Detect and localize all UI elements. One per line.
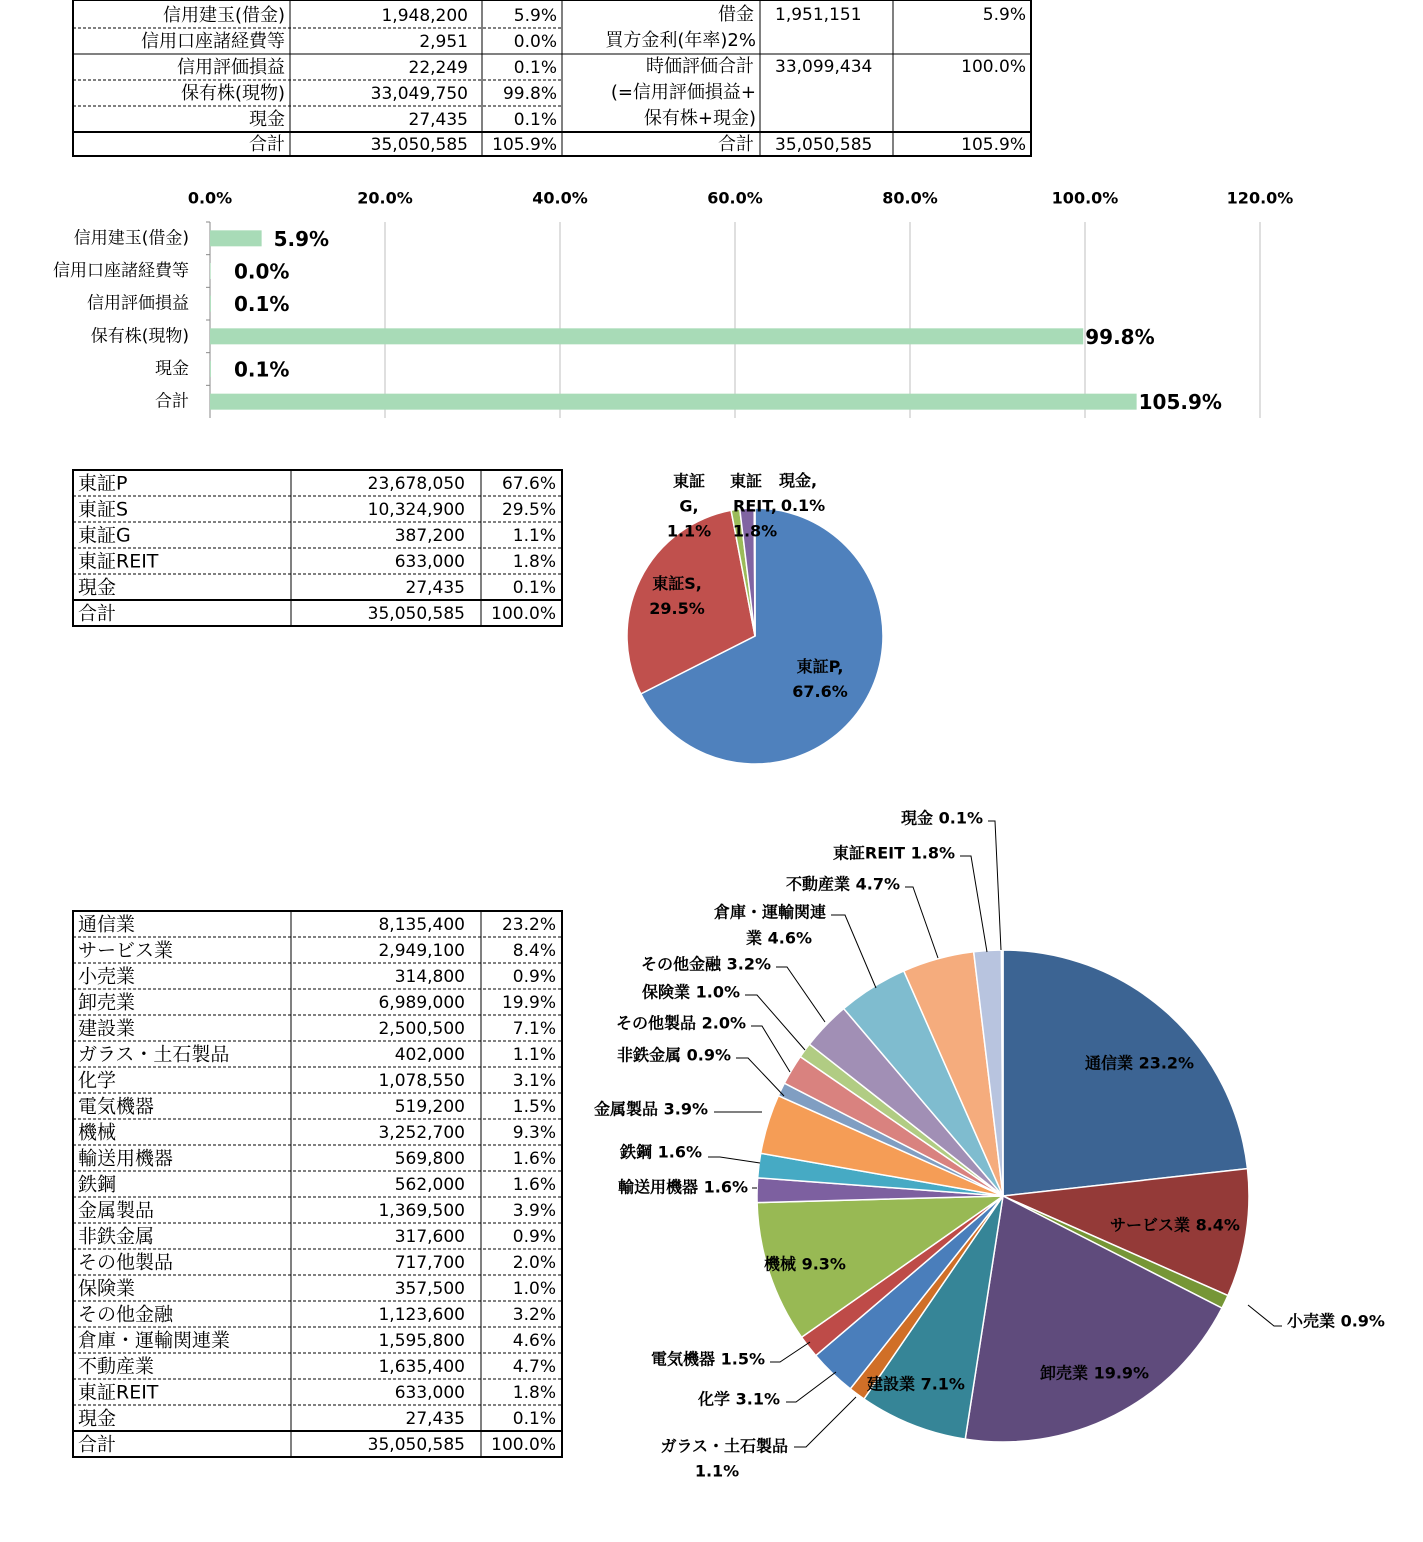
pie-data-label: その他金融 3.2% [641, 954, 771, 974]
market-table [73, 470, 562, 626]
table-row-value: 2,949,100 [378, 941, 465, 961]
x-tick-label: 100.0% [1051, 188, 1119, 208]
table-row-label: 化学 [78, 1069, 117, 1092]
pie-data-label: 東証P, [796, 657, 844, 676]
debt-value: 1,951,151 [775, 5, 862, 25]
pie-data-label: 1.1% [666, 521, 712, 541]
table-row-pct: 19.9% [501, 993, 556, 1013]
summary-row-value: 27,435 [408, 110, 468, 130]
pie-data-label: 卸売業 19.9% [1040, 1363, 1150, 1383]
table-row-value: 317,600 [394, 1227, 465, 1247]
market-total-label: 時価評価合計 [646, 56, 754, 77]
table-row-pct: 3.2% [512, 1305, 556, 1325]
pie-data-label: 1.1% [694, 1461, 740, 1481]
grand-total-pct: 105.9% [961, 135, 1026, 155]
summary-row-label: 信用口座諸経費等 [141, 31, 285, 52]
summary-row-pct: 0.0% [513, 32, 557, 52]
pie-data-label: 保険業 1.0% [642, 982, 740, 1002]
table-row-label: 輸送用機器 [78, 1147, 174, 1170]
summary-table [73, 0, 1031, 156]
market-note-line1: (=信用評価損益+ [610, 82, 756, 103]
pie-data-label: 29.5% [649, 599, 705, 618]
leader-line [831, 915, 876, 988]
category-label: 信用評価損益 [87, 293, 189, 314]
table-row-pct: 0.1% [512, 578, 556, 598]
pie-data-label: ガラス・土石製品 [660, 1436, 788, 1456]
table-row-value: 6,989,000 [378, 993, 465, 1013]
category-label: 信用口座諸経費等 [53, 261, 189, 281]
leader-line [736, 1058, 784, 1096]
table-row-value: 10,324,900 [367, 500, 465, 520]
table-row-label: 東証S [78, 498, 129, 521]
table-row-value: 8,135,400 [378, 915, 465, 935]
table-row-label: 保険業 [78, 1277, 136, 1300]
table-row-label: 倉庫・運輸関連業 [78, 1329, 231, 1352]
category-label: 保有株(現物) [90, 326, 189, 347]
table-row-value: 387,200 [394, 526, 465, 546]
summary-row-label: 保有株(現物) [180, 83, 285, 104]
pie-data-label: その他製品 2.0% [616, 1013, 746, 1033]
pie-data-label: 倉庫・運輸関連 [713, 902, 826, 922]
bar-value-label: 99.8% [1085, 324, 1155, 349]
leader-line [786, 1372, 836, 1402]
table-row-pct: 2.0% [512, 1253, 556, 1273]
pie-data-label: 現金 0.1% [901, 808, 983, 828]
table-row-label: 不動産業 [78, 1355, 155, 1378]
table-row-label: 東証P [78, 472, 128, 495]
table-row-value: 23,678,050 [367, 474, 465, 494]
pie-data-label: 67.6% [792, 682, 848, 701]
bar [210, 230, 262, 246]
table-row-value: 2,500,500 [378, 1019, 465, 1039]
leader-line [745, 995, 805, 1050]
table-row-label: サービス業 [78, 939, 174, 962]
summary-row-label: 現金 [249, 109, 285, 130]
pie-data-label: 機械 9.3% [764, 1254, 846, 1274]
table-row-pct: 1.6% [512, 1149, 556, 1169]
sector-pie-chart [594, 809, 1385, 1481]
pie-slice [1003, 950, 1247, 1196]
debt-label: 借金 [718, 4, 754, 25]
table-row-pct: 0.1% [512, 1409, 556, 1429]
table-row-pct: 1.8% [512, 1383, 556, 1403]
market-total-value: 33,099,434 [775, 57, 873, 77]
table-row-value: 1,123,600 [378, 1305, 465, 1325]
table-row-pct: 67.6% [501, 474, 556, 494]
table-row-label: 合計 [78, 602, 117, 625]
summary-row-value: 33,049,750 [370, 84, 468, 104]
pie-data-label: 東証 [672, 471, 706, 491]
table-row-label: ガラス・土石製品 [78, 1043, 230, 1066]
bar [210, 296, 211, 312]
pie-data-label: G, [679, 496, 699, 516]
summary-row-pct: 99.8% [502, 84, 557, 104]
x-tick-label: 120.0% [1226, 188, 1294, 208]
summary-row-label: 合計 [249, 134, 285, 155]
pie-data-label: 鉄鋼 1.6% [620, 1142, 702, 1162]
category-label: 信用建玉(借金) [73, 228, 189, 249]
bar-chart [53, 189, 1293, 419]
leader-line [751, 1026, 790, 1072]
bar [210, 394, 1137, 410]
pie-data-label: 業 4.6% [746, 928, 812, 948]
pie-data-label: 非鉄金属 0.9% [617, 1045, 731, 1065]
table-row-label: 通信業 [78, 913, 136, 936]
table-row-pct: 0.9% [512, 1227, 556, 1247]
table-row-value: 35,050,585 [367, 604, 465, 624]
leader-line [1248, 1305, 1282, 1326]
table-row-value: 569,800 [394, 1149, 465, 1169]
summary-row-pct: 0.1% [513, 58, 557, 78]
table-row-value: 402,000 [394, 1045, 465, 1065]
summary-row-label: 信用評価損益 [177, 57, 285, 78]
table-row-pct: 8.4% [512, 941, 556, 961]
table-row-value: 1,078,550 [378, 1071, 465, 1091]
table-row-pct: 0.9% [512, 967, 556, 987]
summary-row-value: 22,249 [408, 58, 468, 78]
pie-data-label: 建設業 7.1% [867, 1374, 965, 1394]
market-note-line2: 保有株+現金) [643, 108, 756, 129]
pie-data-label: 0.1% [780, 496, 826, 515]
category-label: 合計 [155, 391, 189, 412]
table-row-value: 27,435 [405, 578, 465, 598]
leader-line [708, 1157, 760, 1163]
pie-data-label: 金属製品 3.9% [594, 1099, 708, 1119]
pie-data-label: 通信業 23.2% [1085, 1053, 1195, 1073]
table-row-label: 建設業 [78, 1017, 136, 1040]
bar-value-label: 0.0% [234, 259, 290, 284]
pie-data-label: REIT, [733, 496, 777, 516]
table-row-label: 合計 [78, 1433, 117, 1456]
table-row-pct: 100.0% [491, 604, 556, 624]
pie-data-label: 不動産業 4.7% [786, 874, 900, 894]
table-row-pct: 23.2% [501, 915, 556, 935]
summary-row-value: 1,948,200 [381, 6, 468, 26]
table-row-label: その他製品 [78, 1251, 174, 1274]
table-row-label: 東証G [78, 524, 131, 547]
leader-line [988, 821, 1001, 950]
table-row-pct: 9.3% [512, 1123, 556, 1143]
leader-line [770, 1342, 810, 1362]
table-row-label: 電気機器 [78, 1095, 155, 1118]
pie-data-label: サービス業 8.4% [1110, 1215, 1240, 1235]
table-row-label: 東証REIT [78, 550, 159, 573]
table-row-pct: 1.5% [512, 1097, 556, 1117]
table-row-value: 1,635,400 [378, 1357, 465, 1377]
table-row-pct: 29.5% [501, 500, 556, 520]
table-row-value: 1,369,500 [378, 1201, 465, 1221]
interest-rate-note: 買方金利(年率)2% [605, 30, 756, 51]
pie-data-label: 東証REIT 1.8% [832, 843, 955, 863]
pie-data-label: 小売業 0.9% [1287, 1311, 1385, 1331]
leader-line [960, 856, 987, 952]
table-row-label: 卸売業 [78, 991, 136, 1014]
bar [210, 361, 211, 377]
table-row-value: 562,000 [394, 1175, 465, 1195]
table-row-pct: 1.1% [512, 1045, 556, 1065]
pie-data-label: 東証 [729, 471, 763, 491]
debt-pct: 5.9% [982, 5, 1026, 25]
table-row-pct: 4.7% [512, 1357, 556, 1377]
summary-row-pct: 5.9% [513, 6, 557, 26]
pie-data-label: 1.8% [732, 521, 778, 541]
pie-data-label: 輸送用機器 1.6% [618, 1177, 748, 1197]
table-row-label: 鉄鋼 [78, 1173, 117, 1196]
bar [210, 328, 1083, 344]
table-row-pct: 7.1% [512, 1019, 556, 1039]
table-row-label: 金属製品 [78, 1199, 155, 1222]
leader-line [794, 1397, 856, 1447]
table-row-value: 27,435 [405, 1409, 465, 1429]
table-row-label: 非鉄金属 [78, 1225, 155, 1248]
market-pie-chart [627, 471, 883, 764]
summary-row-label: 信用建玉(借金) [162, 5, 285, 26]
summary-row-value: 35,050,585 [370, 135, 468, 155]
table-row-pct: 4.6% [512, 1331, 556, 1351]
bar-value-label: 105.9% [1138, 390, 1222, 415]
pie-data-label: 化学 3.1% [698, 1389, 780, 1409]
table-row-value: 633,000 [394, 552, 465, 572]
x-tick-label: 60.0% [707, 188, 763, 208]
market-total-pct: 100.0% [961, 57, 1026, 77]
table-row-value: 519,200 [394, 1097, 465, 1117]
table-row-value: 314,800 [394, 967, 465, 987]
x-tick-label: 0.0% [187, 188, 233, 208]
table-row-pct: 1.0% [512, 1279, 556, 1299]
bar-value-label: 0.1% [234, 292, 290, 317]
pie-data-label: 東証S, [652, 574, 702, 593]
table-row-pct: 3.1% [512, 1071, 556, 1091]
table-row-value: 35,050,585 [367, 1435, 465, 1455]
table-row-pct: 1.8% [512, 552, 556, 572]
table-row-value: 357,500 [394, 1279, 465, 1299]
table-row-label: 東証REIT [78, 1381, 159, 1404]
table-row-pct: 1.6% [512, 1175, 556, 1195]
bar-value-label: 5.9% [273, 226, 330, 251]
category-label: 現金 [155, 359, 189, 379]
grand-total-value: 35,050,585 [775, 135, 873, 155]
table-row-label: 現金 [78, 576, 117, 599]
summary-row-value: 2,951 [419, 32, 468, 52]
table-row-value: 633,000 [394, 1383, 465, 1403]
grand-total-label: 合計 [718, 134, 754, 155]
table-row-pct: 100.0% [491, 1435, 556, 1455]
summary-row-pct: 105.9% [492, 135, 557, 155]
sector-table [73, 911, 562, 1457]
table-row-pct: 1.1% [512, 526, 556, 546]
table-row-label: 現金 [78, 1407, 117, 1430]
pie-data-label: 電気機器 1.5% [651, 1349, 765, 1369]
x-tick-label: 20.0% [357, 188, 413, 208]
leader-line [776, 967, 825, 1022]
bar [210, 263, 211, 279]
table-row-label: 機械 [78, 1121, 117, 1144]
pie-data-label: 現金, [778, 471, 818, 490]
bar-value-label: 0.1% [234, 357, 290, 382]
x-tick-label: 80.0% [882, 188, 938, 208]
table-row-value: 717,700 [394, 1253, 465, 1273]
summary-row-pct: 0.1% [513, 110, 557, 130]
table-row-value: 1,595,800 [378, 1331, 465, 1351]
table-row-value: 3,252,700 [378, 1123, 465, 1143]
table-row-label: その他金融 [78, 1303, 174, 1326]
table-row-pct: 3.9% [512, 1201, 556, 1221]
leader-line [905, 887, 938, 958]
x-tick-label: 40.0% [532, 188, 588, 208]
table-row-label: 小売業 [78, 965, 136, 988]
